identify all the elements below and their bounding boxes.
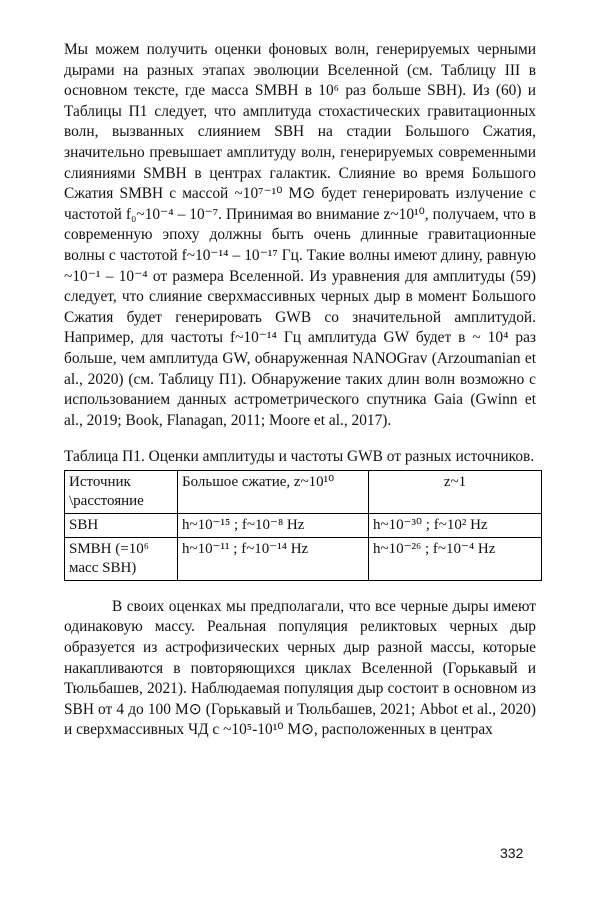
table-header-cell: Источник \расстояние: [65, 470, 178, 513]
table-cell: h~10⁻¹⁵ ; f~10⁻⁸ Hz: [178, 513, 369, 537]
table-header-cell: z~1: [369, 470, 542, 513]
table-cell: h~10⁻³⁰ ; f~10² Hz: [369, 513, 542, 537]
table-caption: Таблица П1. Оценки амплитуды и частоты GWB от разных источников.: [64, 448, 535, 466]
table-row: [65, 537, 542, 580]
page-content: [64, 40, 536, 741]
table-cell: h~10⁻²⁶ ; f~10⁻⁴ Hz: [369, 537, 542, 580]
table-header-row: [65, 470, 542, 513]
gwb-table: [64, 470, 542, 581]
table-row: [65, 513, 542, 537]
paragraph-1: Мы можем получить оценки фоновых волн, генерируемых черными дырами на разных этапах эволюции Вселенной (см. Таблицу III в основном тексте, где масса SMBH в 10⁶ раз больше SBH). Из (60) и Таблицы П1 следует, что амплитуда стохастических гравитационных волн, вызванных слиянием SBH на стадии Большого Сжатия, значительно превышает амплитуду волн, генерируемых современными слияниями SMBH в центрах галактик. Слияние во время Большого Сжатия SMBH с массой ~10⁷⁻¹⁰ M⊙ будет генерировать излучение с частотой f₀~10⁻⁴ – 10⁻⁷. Принимая во внимание z~10¹⁰, получаем, что в современную эпоху должны быть очень длинные гравитационные волны с частотой f~10⁻¹⁴ – 10⁻¹⁷ Гц. Такие волны имеют длину, равную ~10⁻¹ – 10⁻⁴ от размера Вселенной. Из уравнения для амплитуды (59) следует, что слияние сверхмассивных черных дыр в момент Большого Сжатия будет генерировать GWB со значительной амплитудой. Например, для частоты f~10⁻¹⁴ Гц амплитуда GW будет в ~ 10⁴ раз больше, чем амплитуда GW, обнаруженная NANOGrav (Arzoumanian et al., 2020) (см. Таблицу П1). Обнаружение таких длин волн возможно с использованием данных астрометрического спутника Gaia (Gwinn et al., 2019; Book, Flanagan, 2011; Moore et al., 2017).: [64, 41, 536, 429]
page-number: 332: [500, 845, 524, 861]
table-cell: h~10⁻¹¹ ; f~10⁻¹⁴ Hz: [178, 537, 369, 580]
table-cell: SMBH (=10⁶ масс SBH): [65, 537, 178, 580]
table-header-cell: Большое сжатие, z~10¹⁰: [178, 470, 369, 513]
table-cell: SBH: [65, 513, 178, 537]
paragraph-2: В своих оценках мы предполагали, что все черные дыры имеют одинаковую массу. Реальная популяция реликтовых черных дыр образуется из астрофизических черных дыр разной массы, которые накапливаются в повторяющихся циклах Вселенной (Горькавый и Тюльбашев, 2021). Наблюдаемая популяция дыр состоит в основном из SBH от 4 до 100 M⊙ (Горькавый и Тюльбашев, 2021; Abbot et al., 2020) и сверхмассивных ЧД с ~10⁵-10¹⁰ M⊙, расположенных в центрах: [64, 597, 536, 739]
